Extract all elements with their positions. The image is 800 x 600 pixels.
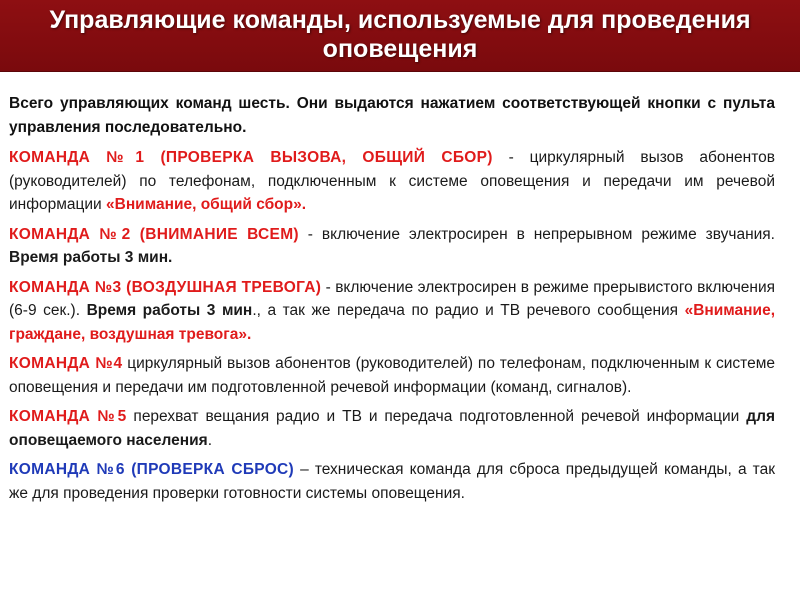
command-2-name: КОМАНДА №2 (ВНИМАНИЕ ВСЕМ) — [9, 225, 299, 243]
command-5-name: КОМАНДА №5 — [9, 408, 127, 425]
command-6-name: КОМАНДА №6 (ПРОВЕРКА СБРОС) — [9, 461, 295, 478]
command-5-bold: для оповещаемого населения — [9, 408, 776, 449]
title-line-2: оповещения — [322, 35, 478, 63]
title-bar — [0, 0, 800, 72]
command-3-paragraph — [9, 276, 775, 347]
command-5-text-2: . — [207, 431, 213, 449]
title-line-1: Управляющие команды, используемые для проведения — [49, 6, 751, 34]
command-4-paragraph — [9, 352, 775, 399]
command-3-quote: «Внимание, граждане, воздушная тревога». — [9, 302, 775, 343]
page-title — [0, 6, 800, 64]
command-2-bold: Время работы 3 мин. — [9, 249, 173, 266]
command-1-text: - циркулярный вызов абонентов (руководителей) по телефонам, подключенным к системе оповещения и передачи им речевой информации — [9, 149, 775, 213]
command-4-text: циркулярный вызов абонентов (руководителей) по телефонам, подключенным к системе оповещения и передачи им подготовленной речевой информации (команд, сигналов). — [9, 355, 775, 396]
command-3-text-2: ., а так же передача по радио и ТВ речевого сообщения — [252, 302, 685, 319]
intro-paragraph: Всего управляющих команд шесть. Они выдаются нажатием соответствующей кнопки с пульта управления последовательно. — [9, 95, 775, 136]
command-6-text: – техническая команда для сброса предыдущей команды, а так же для проведения проверки готовности системы оповещения. — [9, 461, 775, 502]
command-3-text: - включение электросирен в режиме прерывистого включения (6-9 сек.). — [9, 278, 776, 319]
command-2-paragraph — [9, 223, 775, 270]
command-5-paragraph — [9, 405, 775, 452]
command-5-text: перехват вещания радио и ТВ и передача подготовленной речевой информации — [126, 408, 747, 425]
command-4-name: КОМАНДА №4 — [9, 355, 123, 372]
command-1-name: КОМАНДА №1 (ПРОВЕРКА ВЫЗОВА, ОБЩИЙ СБОР) — [9, 149, 493, 166]
command-1-quote: «Внимание, общий сбор». — [106, 196, 307, 213]
command-1-paragraph — [9, 146, 775, 217]
command-3-bold: Время работы 3 мин — [86, 302, 253, 319]
command-6-paragraph — [9, 458, 775, 505]
command-3-name: КОМАНДА №3 (ВОЗДУШНАЯ ТРЕВОГА) — [9, 278, 322, 296]
command-2-text: - включение электросирен в непрерывном режиме звучания. — [298, 225, 775, 243]
content-body — [9, 92, 775, 511]
